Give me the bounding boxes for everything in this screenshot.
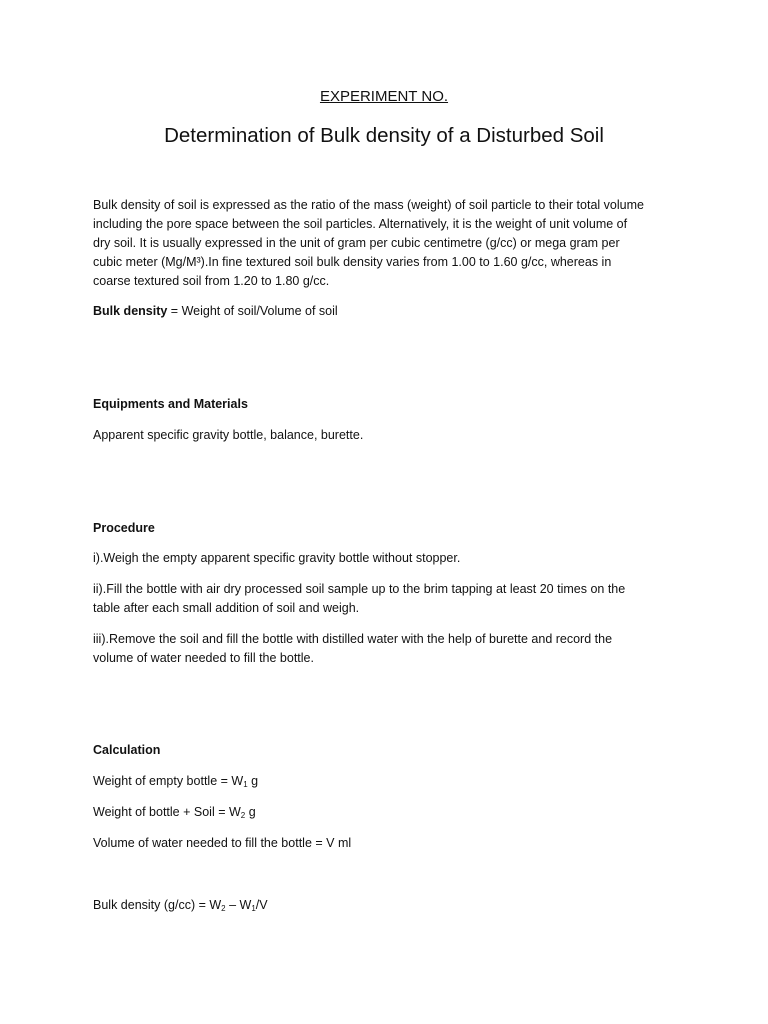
step-2-line: ii).Fill the bottle with air dry processed soil sample up to the brim tapping at least 20 times on the bbox=[93, 582, 626, 596]
intro-line: coarse textured soil from 1.20 to 1.80 g/cc. bbox=[93, 274, 330, 288]
equipment-heading: Equipments and Materials bbox=[93, 397, 248, 411]
intro-line: Bulk density of soil is expressed as the ratio of the mass (weight) of soil particle to their total volume bbox=[93, 198, 644, 212]
calc-empty-bottle-subscript: 1 bbox=[243, 780, 248, 789]
intro-line: dry soil. It is usually expressed in the unit of gram per cubic centimetre (g/cc) or mega gram per bbox=[93, 236, 620, 250]
page-title: Determination of Bulk density of a Disturbed Soil bbox=[164, 124, 604, 147]
step-2-line: table after each small addition of soil and weigh. bbox=[93, 601, 360, 615]
formula-definition: = Weight of soil/Volume of soil bbox=[167, 304, 338, 318]
experiment-label: EXPERIMENT NO. bbox=[319, 88, 449, 105]
procedure-heading: Procedure bbox=[93, 521, 155, 535]
result-subscript-2: 1 bbox=[251, 904, 256, 913]
result-tail: /V bbox=[255, 898, 268, 912]
calc-empty-bottle-unit: g bbox=[247, 774, 259, 788]
calc-bulk-density-result bbox=[93, 896, 268, 918]
procedure-step-3 bbox=[93, 630, 683, 668]
bulk-density-formula bbox=[93, 302, 338, 321]
formula-term: Bulk density bbox=[93, 304, 168, 318]
calc-bottle-soil bbox=[93, 803, 256, 825]
calc-empty-bottle bbox=[93, 772, 258, 794]
calc-bottle-soil-unit: g bbox=[245, 805, 256, 819]
step-3-line: volume of water needed to fill the bottle. bbox=[93, 651, 314, 665]
equipment-text: Apparent specific gravity bottle, balance, burette. bbox=[93, 428, 364, 442]
procedure-step-1: i).Weigh the empty apparent specific gravity bottle without stopper. bbox=[93, 551, 461, 565]
calc-water-volume: Volume of water needed to fill the bottle = V ml bbox=[93, 836, 352, 850]
calc-bottle-soil-subscript: 2 bbox=[240, 811, 246, 820]
step-3-line: iii).Remove the soil and fill the bottle with distilled water with the help of burette and record the bbox=[93, 632, 613, 646]
result-subscript-1: 2 bbox=[221, 904, 226, 913]
procedure-step-2 bbox=[93, 580, 683, 618]
calc-bottle-soil-label: Weight of bottle + Soil = W bbox=[93, 805, 241, 819]
calc-empty-bottle-label: Weight of empty bottle = W bbox=[93, 774, 244, 788]
result-mid: – W bbox=[225, 898, 252, 912]
intro-line: cubic meter (Mg/M³).In fine textured soil bulk density varies from 1.00 to 1.60 g/cc, whereas in bbox=[93, 255, 612, 269]
result-label: Bulk density (g/cc) = W bbox=[93, 898, 222, 912]
intro-line: including the pore space between the soil particles. Alternatively, it is the weight of unit volume of bbox=[93, 217, 628, 231]
intro-paragraph bbox=[93, 196, 683, 291]
calculation-heading: Calculation bbox=[93, 743, 161, 757]
